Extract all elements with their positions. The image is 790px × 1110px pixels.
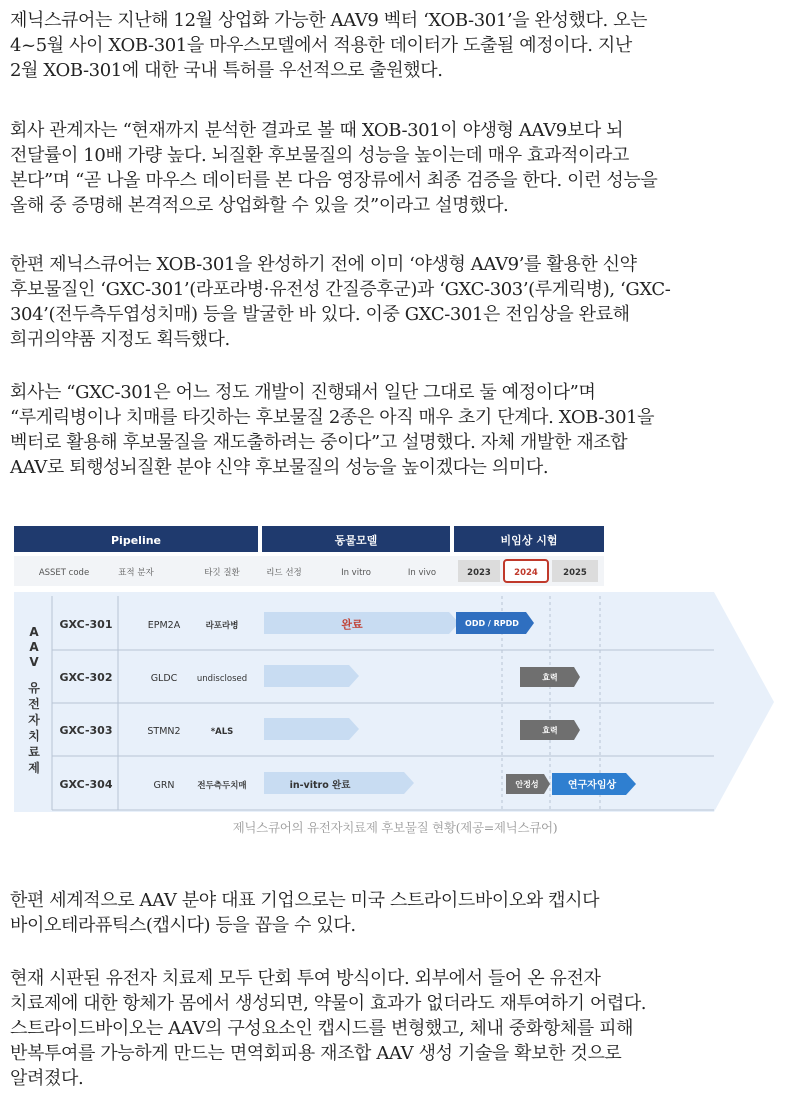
text-line: 한편 제닉스큐어는 XOB-301을 완성하기 전에 이미 ‘야생형 AAV9’를 활용한 신약	[10, 254, 637, 275]
text-line: 치료제에 대한 항체가 몸에서 생성되면, 약물이 효과가 없더라도 재투여하기 어렵다.	[10, 993, 647, 1014]
paragraph-5	[10, 888, 780, 938]
target-disease: *ALS	[210, 727, 234, 737]
pipeline-figure	[14, 520, 786, 816]
text-line: 스트라이드바이오는 AAV의 구성요소인 캡시드를 변형했고, 체내 중화항체를 피해	[10, 1018, 634, 1039]
text-line: 제닉스큐어는 지난해 12월 상업화 가능한 AAV9 벡터 ‘XOB-301’을 완성했다. 오는	[10, 10, 648, 31]
side-char: 료	[28, 745, 40, 759]
stage-tag: 안정성	[515, 780, 539, 789]
text-line: 알려졌다.	[10, 1068, 84, 1089]
side-label	[28, 625, 40, 775]
asset-code: GXC-303	[59, 724, 113, 737]
sub-in-vivo: In vivo	[407, 568, 437, 578]
side-char: 제	[28, 761, 40, 775]
year-2023: 2023	[467, 568, 491, 578]
target-molecule: GLDC	[150, 673, 178, 684]
paragraph-3	[10, 252, 780, 352]
target-disease: undisclosed	[196, 674, 248, 684]
sub-target-molecule: 표적 분자	[118, 568, 154, 578]
stage-tag: ODD / RPDD	[465, 619, 519, 628]
text-line: 벡터로 활용해 후보물질을 재도출하려는 중이다”고 설명했다. 자체 개발한 재조합	[10, 432, 628, 453]
paragraph-1	[10, 8, 780, 83]
sub-asset-code: ASSET code	[38, 568, 90, 578]
header-animal-model: 동물모델	[334, 534, 378, 547]
text-line: 현재 시판된 유전자 치료제 모두 단회 투여 방식이다. 외부에서 들어 온 유전자	[10, 968, 601, 989]
side-char: V	[29, 655, 39, 669]
text-line: 후보물질인 ‘GXC-301’(라포라병·유전성 간질증후군)과 ‘GXC-303’(루게릭병), ‘GXC-	[10, 279, 671, 300]
text-line: 회사 관계자는 “현재까지 분석한 결과로 볼 때 XOB-301이 야생형 AAV9보다 뇌	[10, 120, 624, 141]
sub-target-disease: 타깃 질환	[204, 568, 240, 578]
target-molecule: EPM2A	[147, 620, 181, 631]
text-line: 희귀의약품 지정도 획득했다.	[10, 329, 230, 350]
progress-arrow-gxc-302	[264, 665, 359, 687]
progress-arrow-gxc-303	[264, 718, 359, 740]
side-char: 자	[28, 713, 40, 727]
figure-caption: 제닉스큐어의 유전자치료제 후보물질 현황(제공=제닉스큐어)	[232, 820, 558, 835]
target-disease: 라포라병	[205, 621, 239, 631]
asset-code: GXC-302	[59, 671, 113, 684]
text-line: “루게릭병이나 치매를 타깃하는 후보물질 2종은 아직 매우 초기 단계다. XOB-301을	[10, 407, 655, 428]
side-char: A	[29, 625, 39, 639]
sub-in-vitro: In vitro	[341, 568, 371, 578]
year-2024: 2024	[514, 568, 538, 578]
text-line: 반복투여를 가능하게 만드는 면역회피용 재조합 AAV 생성 기술을 확보한 것으로	[10, 1043, 622, 1064]
side-char: A	[29, 640, 39, 654]
text-line: 2월 XOB-301에 대한 국내 특허를 우선적으로 출원했다.	[10, 60, 443, 81]
asset-code: GXC-304	[59, 778, 113, 791]
side-char: 치	[28, 729, 40, 743]
side-char: 전	[28, 697, 40, 711]
text-line: 본다”며 “곧 나올 마우스 데이터를 본 다음 영장류에서 최종 검증을 한다. 이런 성능을	[10, 170, 658, 191]
stage-tag: 효력	[542, 726, 558, 735]
year-2025: 2025	[563, 568, 587, 578]
sub-lead-selection: 리드 선정	[266, 568, 302, 578]
status-label: in-vitro 완료	[289, 780, 351, 791]
stage-tag: 연구자임상	[567, 780, 617, 791]
target-molecule: STMN2	[147, 726, 181, 737]
text-line: 바이오테라퓨틱스(캡시다) 등을 꼽을 수 있다.	[10, 915, 356, 936]
header-pipeline: Pipeline	[111, 534, 161, 547]
text-line: 회사는 “GXC-301은 어느 정도 개발이 진행돼서 일단 그대로 둘 예정이다”며	[10, 382, 596, 403]
side-char: 유	[28, 681, 40, 695]
target-molecule: GRN	[153, 780, 175, 791]
header-nonclinical: 비임상 시험	[500, 534, 558, 547]
text-line: 전달률이 10배 가량 높다. 뇌질환 후보물질의 성능을 높이는데 매우 효과적이라고	[10, 145, 629, 166]
status-label: 완료	[341, 618, 363, 631]
stage-tag: 효력	[542, 673, 558, 682]
asset-code: GXC-301	[59, 618, 113, 631]
text-line: 4~5월 사이 XOB-301을 마우스모델에서 적용한 데이터가 도출될 예정이다. 지난	[10, 35, 632, 56]
paragraph-2	[10, 118, 780, 218]
text-line: 304’(전두측두엽성치매) 등을 발굴한 바 있다. 이중 GXC-301은 전임상을 완료해	[10, 304, 630, 325]
text-line: AAV로 퇴행성뇌질환 분야 신약 후보물질의 성능을 높이겠다는 의미다.	[10, 457, 549, 478]
target-disease: 전두측두치매	[197, 781, 247, 791]
text-line: 한편 세계적으로 AAV 분야 대표 기업으로는 미국 스트라이드바이오와 캡시다	[10, 890, 600, 911]
paragraph-6	[10, 966, 780, 1091]
paragraph-4	[10, 380, 780, 480]
text-line: 올해 중 증명해 본격적으로 상업화할 수 있을 것”이라고 설명했다.	[10, 195, 509, 216]
